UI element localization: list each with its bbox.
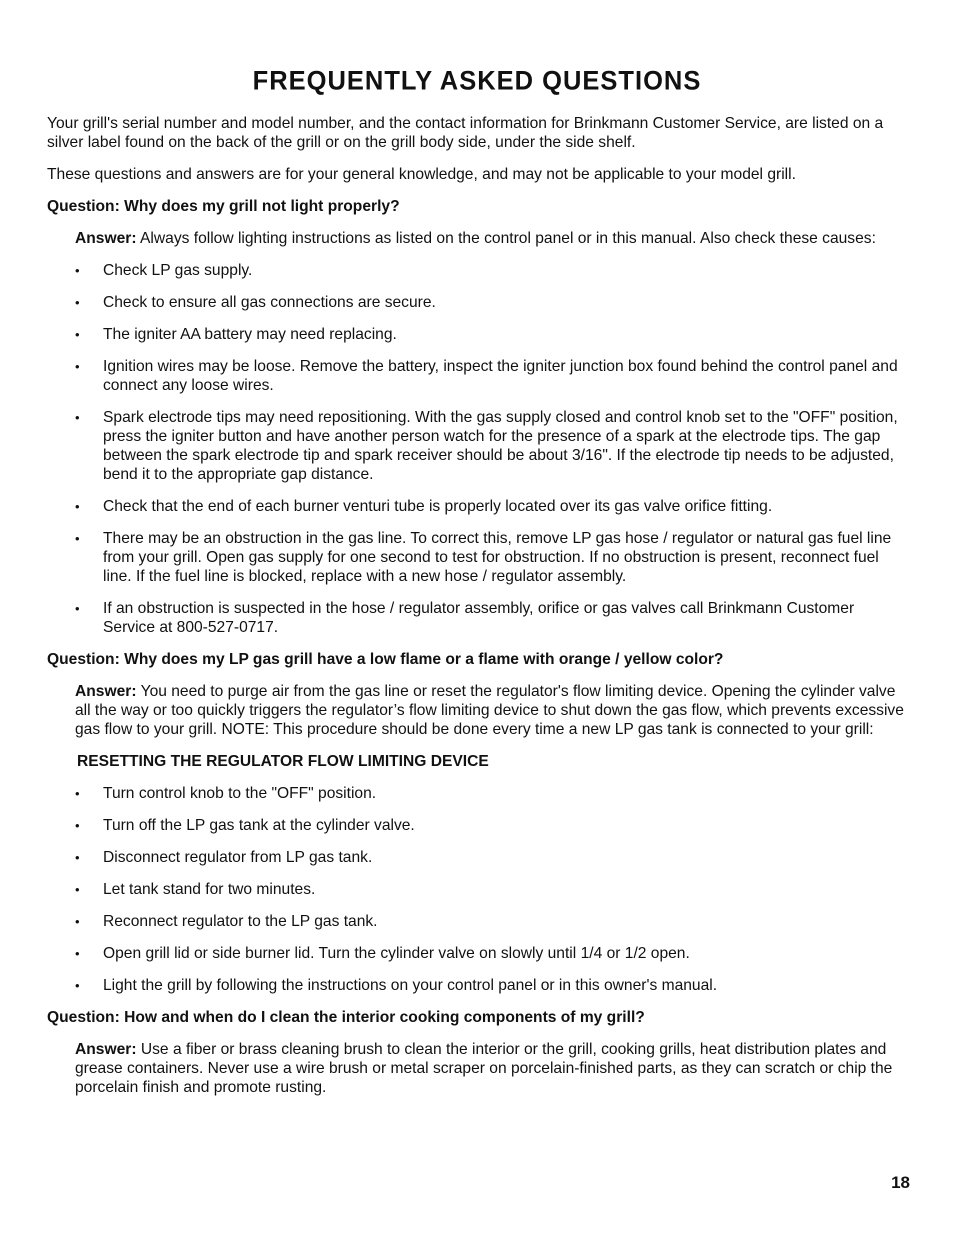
bullet-icon: • bbox=[75, 786, 80, 801]
bullet-icon: • bbox=[75, 531, 80, 546]
answer-label: Answer: bbox=[75, 1041, 137, 1058]
bullet-icon: • bbox=[75, 818, 80, 833]
answer-label: Answer: bbox=[75, 230, 137, 247]
bullet-icon: • bbox=[75, 359, 80, 374]
list-item: • Light the grill by following the instructions on your control panel or in this owner's manual. bbox=[75, 977, 718, 994]
bullet-list bbox=[75, 784, 907, 995]
document-page bbox=[47, 64, 907, 1110]
bullet-icon: • bbox=[75, 499, 80, 514]
bullet-icon: • bbox=[75, 410, 80, 425]
answer-paragraph bbox=[75, 682, 907, 739]
question-heading: Question: How and when do I clean the interior cooking components of my grill? bbox=[47, 1009, 645, 1026]
list-item: • Reconnect regulator to the LP gas tank. bbox=[75, 913, 378, 930]
intro-paragraph: These questions and answers are for your general knowledge, and may not be applicable to your model grill. bbox=[47, 166, 796, 183]
list-item: • Open grill lid or side burner lid. Turn the cylinder valve on slowly until 1/4 or 1/2 open. bbox=[75, 945, 690, 962]
bullet-icon: • bbox=[75, 978, 80, 993]
subheading: RESETTING THE REGULATOR FLOW LIMITING DEVICE bbox=[77, 753, 489, 770]
list-item: • Check to ensure all gas connections are secure. bbox=[75, 294, 436, 311]
list-item: • Check LP gas supply. bbox=[75, 262, 253, 279]
list-item: • Turn control knob to the "OFF" position. bbox=[75, 785, 377, 802]
bullet-icon: • bbox=[75, 295, 80, 310]
list-item: • If an obstruction is suspected in the hose / regulator assembly, orifice or gas valves call Brinkmann Customer Service at 800-527-0717. bbox=[75, 600, 855, 636]
list-item: • Turn off the LP gas tank at the cylinder valve. bbox=[75, 817, 415, 834]
answer-text: Use a fiber or brass cleaning brush to clean the interior or the grill, cooking grills, heat distribution plates and grease containers. Never use a wire brush or metal scraper on porcelain-finished parts, as they can scratch or chip the porcelain finish and promote rusting. bbox=[75, 1041, 893, 1096]
list-item: • Check that the end of each burner venturi tube is properly located over its gas valve orifice fitting. bbox=[75, 498, 773, 515]
list-item: • There may be an obstruction in the gas line. To correct this, remove LP gas hose / regulator or natural gas fuel line from your grill. Open gas supply for one second to test for obstruction. If no obstruction is present, reconnect fuel line. If the fuel line is blocked, replace with a new hose / regulator assembly. bbox=[75, 530, 892, 585]
bullet-icon: • bbox=[75, 601, 80, 616]
list-item: • The igniter AA battery may need replacing. bbox=[75, 326, 397, 343]
bullet-icon: • bbox=[75, 946, 80, 961]
page-title: FREQUENTLY ASKED QUESTIONS bbox=[252, 66, 702, 96]
intro-paragraph: Your grill's serial number and model number, and the contact information for Brinkmann Customer Service, are listed on a silver label found on the back of the grill or on the grill body side, under the side shelf. bbox=[47, 115, 884, 151]
list-item: • Spark electrode tips may need repositioning. With the gas supply closed and control knob set to the "OFF" position, press the igniter button and have another person watch for the presence of a spark at the electrode tips. The gap between the spark electrode tip and spark receiver should be about 3/16". If the electrode tip needs to be adjusted, bend it to the appropriate gap distance. bbox=[75, 409, 898, 483]
answer-paragraph bbox=[75, 229, 907, 248]
list-item: • Let tank stand for two minutes. bbox=[75, 881, 316, 898]
bullet-icon: • bbox=[75, 882, 80, 897]
answer-label: Answer: bbox=[75, 683, 137, 700]
answer-paragraph bbox=[75, 1040, 907, 1097]
question-heading: Question: Why does my LP gas grill have a low flame or a flame with orange / yellow color? bbox=[47, 651, 724, 668]
bullet-icon: • bbox=[75, 914, 80, 929]
answer-text: You need to purge air from the gas line or reset the regulator's flow limiting device. Opening the cylinder valve all the way or too quickly triggers the regulator’s flow limiting device to shut down the gas flow, which prevents excessive gas flow to your grill. NOTE: This procedure should be done every time a new LP gas tank is connected to your grill: bbox=[75, 683, 904, 738]
bullet-icon: • bbox=[75, 850, 80, 865]
bullet-icon: • bbox=[75, 327, 80, 342]
bullet-list bbox=[75, 261, 907, 637]
question-heading: Question: Why does my grill not light properly? bbox=[47, 198, 400, 215]
list-item: • Disconnect regulator from LP gas tank. bbox=[75, 849, 373, 866]
page-number: 18 bbox=[891, 1173, 910, 1192]
list-item: • Ignition wires may be loose. Remove the battery, inspect the igniter junction box found behind the control panel and connect any loose wires. bbox=[75, 358, 898, 394]
answer-text: Always follow lighting instructions as listed on the control panel or in this manual. Also check these causes: bbox=[140, 230, 876, 247]
bullet-icon: • bbox=[75, 263, 80, 278]
